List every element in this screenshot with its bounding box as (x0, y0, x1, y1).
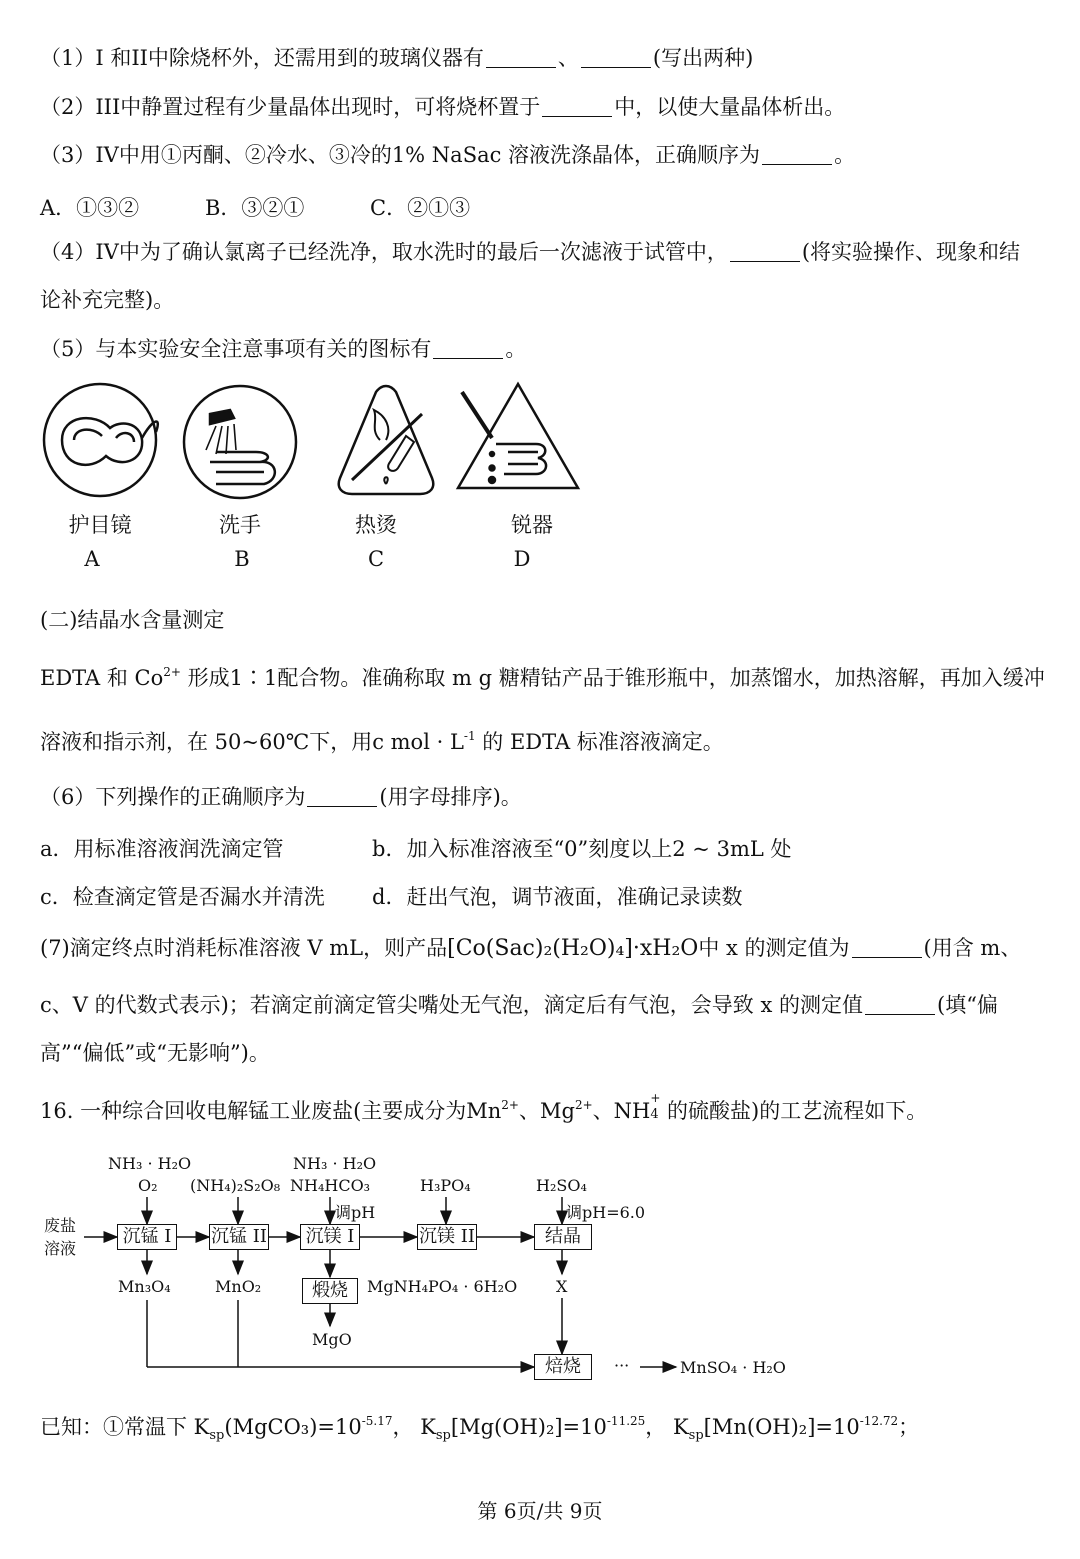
page-footer: 第 6页/共 9页 (477, 1499, 603, 1523)
goggles-icon (44, 384, 158, 496)
q6-op-c: c．检查滴定管是否漏水并清洗 (40, 885, 325, 909)
flow-box-crystallize: 结晶 (534, 1224, 592, 1250)
q3-option-c[interactable]: C．②①③ (370, 196, 471, 220)
q1-note: (写出两种) (652, 46, 754, 70)
q7-note: (用含 m、 (923, 936, 1022, 960)
q5-text-end: 。 (505, 337, 527, 361)
para-text: EDTA 和 Co (40, 666, 164, 690)
flow-box-mg1: 沉镁 I (300, 1224, 360, 1250)
q3-option-b[interactable]: B．③②① (205, 196, 305, 220)
q4-line-2: 论补充完整)。 (40, 288, 175, 312)
ksp-subscript: sp (209, 1428, 225, 1443)
reagent-label: (NH₄)₂S₂O₈ (190, 1176, 281, 1195)
charge-superscript: 2+ (501, 1098, 519, 1112)
icon-label-goggles: 护目镜 (68, 513, 132, 537)
known-text: [Mn(OH)₂]=10 (703, 1415, 860, 1439)
icon-letter-b: B (234, 547, 250, 571)
final-product-label: MnSO₄ · H₂O (680, 1358, 786, 1377)
reagent-label: H₂SO₄ (536, 1176, 587, 1195)
question-2 (40, 95, 845, 120)
known-text: (MgCO₃)=10 (224, 1415, 362, 1439)
hot-surface-icon (339, 386, 434, 494)
flow-box-calcine: 煅烧 (302, 1278, 358, 1304)
q16-text: 、NH (592, 1099, 651, 1123)
flow-box-mn2: 沉锰 II (209, 1224, 269, 1250)
answer-blank[interactable] (542, 95, 612, 117)
q7-text: c、V 的代数式表示)；若滴定前滴定管尖嘴处无气泡，滴定后有气泡，会导致 x 的测定值 (40, 993, 863, 1017)
known-constants (40, 1414, 919, 1444)
q7-line-2 (40, 993, 998, 1018)
answer-blank[interactable] (581, 46, 651, 68)
q2-text-end: 中，以使大量晶体析出。 (614, 95, 846, 119)
reagent-label: 调pH=6.0 (566, 1203, 646, 1222)
product-label: MgNH₄PO₄ · 6H₂O (367, 1277, 518, 1296)
para-text: 形成1∶1配合物。准确称取 m g 糖精钴产品于锥形瓶中，加蒸馏水，加热溶解，再加入缓冲 (180, 666, 1045, 690)
answer-blank[interactable] (762, 143, 832, 165)
q6-op-d: d．赶出气泡，调节液面，准确记录读数 (372, 885, 743, 909)
safety-icons (40, 380, 600, 500)
icon-label-hot: 热烫 (355, 513, 397, 537)
flow-feed-label-2: 溶液 (44, 1239, 77, 1258)
q7-text: (7)滴定终点时消耗标准溶液 V mL，则产品 (40, 936, 448, 960)
q4-text: （4）IV中为了确认氯离子已经洗净，取水洗时的最后一次滤液于试管中， (40, 240, 728, 264)
q16-text: 16. 一种综合回收电解锰工业废盐(主要成分为Mn (40, 1099, 502, 1123)
question-4 (40, 240, 1020, 265)
product-label: Mn₃O₄ (118, 1277, 171, 1296)
unit-superscript: -1 (463, 729, 476, 743)
known-text: [Mg(OH)₂]=10 (450, 1415, 607, 1439)
flow-box-mn1: 沉锰 I (117, 1224, 177, 1250)
count-subscript: 4 (650, 1107, 659, 1122)
question-5 (40, 337, 526, 362)
answer-blank[interactable] (730, 240, 800, 262)
question-3 (40, 143, 855, 168)
exponent: -5.17 (361, 1414, 393, 1428)
product-label: MgO (312, 1330, 352, 1349)
charge-superscript: + (650, 1091, 661, 1105)
reagent-label: 调pH (335, 1203, 376, 1222)
charge-superscript: 2+ (163, 665, 181, 679)
q6-note: (用字母排序)。 (379, 785, 522, 809)
reagent-label: NH₄HCO₃ (290, 1176, 371, 1195)
known-text: ， K (392, 1415, 436, 1439)
answer-blank[interactable] (433, 337, 503, 359)
answer-blank[interactable] (852, 936, 922, 958)
reagent-label: H₃PO₄ (420, 1176, 471, 1195)
para-text: 溶液和指示剂，在 50~60℃下，用c mol · L (40, 730, 464, 754)
answer-blank[interactable] (865, 993, 935, 1015)
icon-label-sharp: 锐器 (511, 513, 553, 537)
question-16 (40, 1091, 928, 1124)
para-text: 的 EDTA 标准溶液滴定。 (475, 730, 724, 754)
q2-text: （2）III中静置过程有少量晶体出现时，可将烧杯置于 (40, 95, 541, 119)
q6-op-a: a．用标准溶液润洗滴定管 (40, 837, 284, 861)
section-2-title: (二)结晶水含量测定 (40, 608, 225, 632)
reagent-label: O₂ (138, 1176, 158, 1195)
flow-dots: ··· (614, 1356, 630, 1375)
q3-option-a[interactable]: A．①③② (40, 196, 140, 220)
q1-separator: 、 (557, 46, 579, 70)
answer-blank[interactable] (307, 785, 377, 807)
q6-op-b: b．加入标准溶液至“0”刻度以上2 ~ 3mL 处 (372, 837, 792, 861)
known-text: ， K (645, 1415, 689, 1439)
q3-text-end: 。 (834, 143, 856, 167)
exponent: -11.25 (606, 1414, 646, 1428)
q6-text: （6）下列操作的正确顺序为 (40, 785, 306, 809)
section-2-para-2 (40, 729, 724, 755)
product-label: X (556, 1277, 568, 1296)
reagent-label: NH₃ · H₂O (108, 1154, 192, 1173)
q1-text: （1）I 和II中除烧杯外，还需用到的玻璃仪器有 (40, 46, 484, 70)
ammonium-scripts (650, 1091, 661, 1122)
ksp-subscript: sp (435, 1428, 451, 1443)
sharp-object-icon (458, 384, 578, 488)
q7-note: (填“偏 (937, 993, 998, 1017)
icon-letter-c: C (367, 547, 385, 571)
q4-note: (将实验操作、现象和结 (801, 240, 1021, 264)
icon-letter-d: D (513, 547, 531, 571)
q7-formula: [Co(Sac)₂(H₂O)₄]·xH₂O (447, 936, 699, 961)
answer-blank[interactable] (486, 46, 556, 68)
charge-superscript: 2+ (574, 1098, 593, 1112)
question-1 (40, 46, 753, 71)
reagent-label: NH₃ · H₂O (293, 1154, 377, 1173)
question-6 (40, 785, 522, 810)
q7-text-mid: 中 x 的测定值为 (698, 936, 850, 960)
flow-feed-label-1: 废盐 (44, 1216, 77, 1235)
known-text: 已知：①常温下 K (40, 1415, 210, 1439)
section-2-para-1 (40, 665, 1045, 691)
flow-box-roast: 焙烧 (534, 1354, 592, 1380)
known-text: ； (898, 1415, 920, 1439)
ksp-subscript: sp (688, 1428, 704, 1443)
q5-text: （5）与本实验安全注意事项有关的图标有 (40, 337, 432, 361)
q16-text: 、Mg (519, 1099, 575, 1123)
q3-text: （3）IV中用①丙酮、②冷水、③冷的1% NaSac 溶液洗涤晶体，正确顺序为 (40, 143, 761, 167)
icon-label-wash-hands: 洗手 (219, 513, 261, 537)
wash-hands-icon (184, 386, 296, 498)
exponent: -12.72 (859, 1414, 899, 1428)
q7-line-3: 高”“偏低”或“无影响”)。 (40, 1041, 270, 1065)
product-label: MnO₂ (215, 1277, 262, 1296)
q16-text: 的硫酸盐)的工艺流程如下。 (660, 1099, 928, 1123)
question-7 (40, 936, 1021, 962)
icon-letter-a: A (84, 547, 100, 571)
flow-box-mg2: 沉镁 II (417, 1224, 477, 1250)
